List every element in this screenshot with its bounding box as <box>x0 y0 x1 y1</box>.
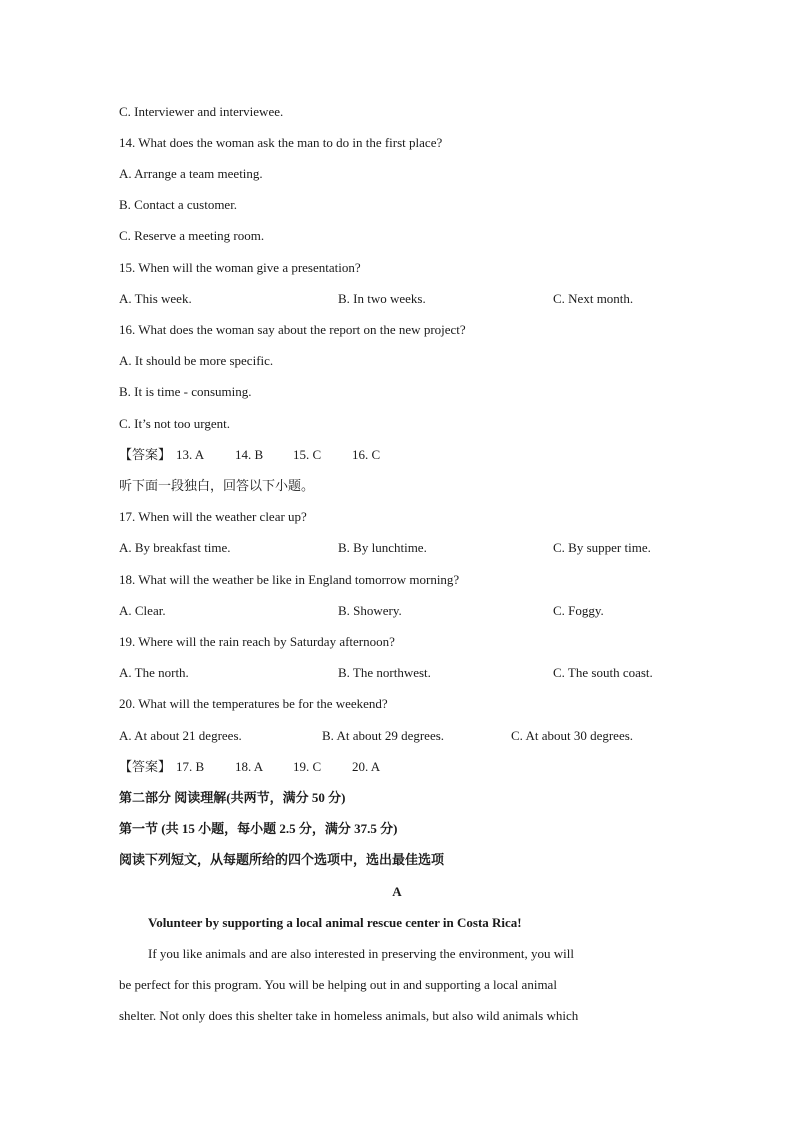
reading-instruction: 阅读下列短文，从每题所给的四个选项中，选出最佳选项 <box>119 852 445 867</box>
answer-13: 13. A <box>176 447 205 462</box>
section-title: 第一节 (共 15 小题，每小题 2.5 分，满分 37.5 分) <box>119 821 398 836</box>
q14-option-b: B. Contact a customer. <box>119 197 238 212</box>
q17-option-c: C. By supper time. <box>553 540 651 555</box>
answer-label: 【答案】 <box>119 447 172 462</box>
passage-line: shelter. Not only does this shelter take in homeless animals, but also wild animals which <box>119 1008 579 1023</box>
q18-option-c: C. Foggy. <box>553 603 604 618</box>
q19-question: 19. Where will the rain reach by Saturday afternoon? <box>119 634 395 649</box>
q15-option-c: C. Next month. <box>553 291 634 306</box>
answer-label: 【答案】 <box>119 759 172 774</box>
q17-question: 17. When will the weather clear up? <box>119 509 307 524</box>
q15-options <box>119 291 679 307</box>
q18-options <box>119 603 679 619</box>
q18-option-a: A. Clear. <box>119 603 166 618</box>
q16-option-a: A. It should be more specific. <box>119 353 274 368</box>
q20-option-b: B. At about 29 degrees. <box>322 728 445 743</box>
q14-question: 14. What does the woman ask the man to do in the first place? <box>119 135 443 150</box>
monologue-intro: 听下面一段独白，回答以下小题。 <box>119 478 315 493</box>
answer-14: 14. B <box>235 447 264 462</box>
q19-option-c: C. The south coast. <box>553 665 653 680</box>
q19-option-a: A. The north. <box>119 665 189 680</box>
q16-option-b: B. It is time - consuming. <box>119 384 252 399</box>
q14-option-a: A. Arrange a team meeting. <box>119 166 263 181</box>
answer-18: 18. A <box>235 759 264 774</box>
part-title: 第二部分 阅读理解(共两节，满分 50 分) <box>119 790 346 805</box>
answer-16: 16. C <box>352 447 381 462</box>
q15-question: 15. When will the woman give a presentation? <box>119 260 361 275</box>
q16-option-c: C. It’s not too urgent. <box>119 416 230 431</box>
answer-key-17-20 <box>119 759 679 775</box>
answer-17: 17. B <box>176 759 205 774</box>
q14-option-c: C. Reserve a meeting room. <box>119 228 265 243</box>
q19-option-b: B. The northwest. <box>338 665 431 680</box>
q20-option-a: A. At about 21 degrees. <box>119 728 242 743</box>
q15-option-b: B. In two weeks. <box>338 291 426 306</box>
answer-20: 20. A <box>352 759 381 774</box>
q20-option-c: C. At about 30 degrees. <box>511 728 634 743</box>
passage-line: If you like animals and are also interested in preserving the environment, you will <box>148 946 574 961</box>
passage-title: Volunteer by supporting a local animal rescue center in Costa Rica! <box>148 915 522 930</box>
answer-19: 19. C <box>293 759 322 774</box>
answer-15: 15. C <box>293 447 322 462</box>
answer-key-13-16 <box>119 447 679 463</box>
q17-option-b: B. By lunchtime. <box>338 540 427 555</box>
q18-option-b: B. Showery. <box>338 603 402 618</box>
q16-question: 16. What does the woman say about the report on the new project? <box>119 322 466 337</box>
q17-options <box>119 540 679 556</box>
q20-options <box>119 728 679 744</box>
q15-option-a: A. This week. <box>119 291 192 306</box>
q18-question: 18. What will the weather be like in England tomorrow morning? <box>119 572 460 587</box>
passage-letter: A <box>392 884 402 899</box>
q20-question: 20. What will the temperatures be for the weekend? <box>119 696 388 711</box>
passage-line: be perfect for this program. You will be helping out in and supporting a local animal <box>119 977 557 992</box>
q17-option-a: A. By breakfast time. <box>119 540 231 555</box>
q13-option-c: C. Interviewer and interviewee. <box>119 104 284 119</box>
q19-options <box>119 665 679 681</box>
